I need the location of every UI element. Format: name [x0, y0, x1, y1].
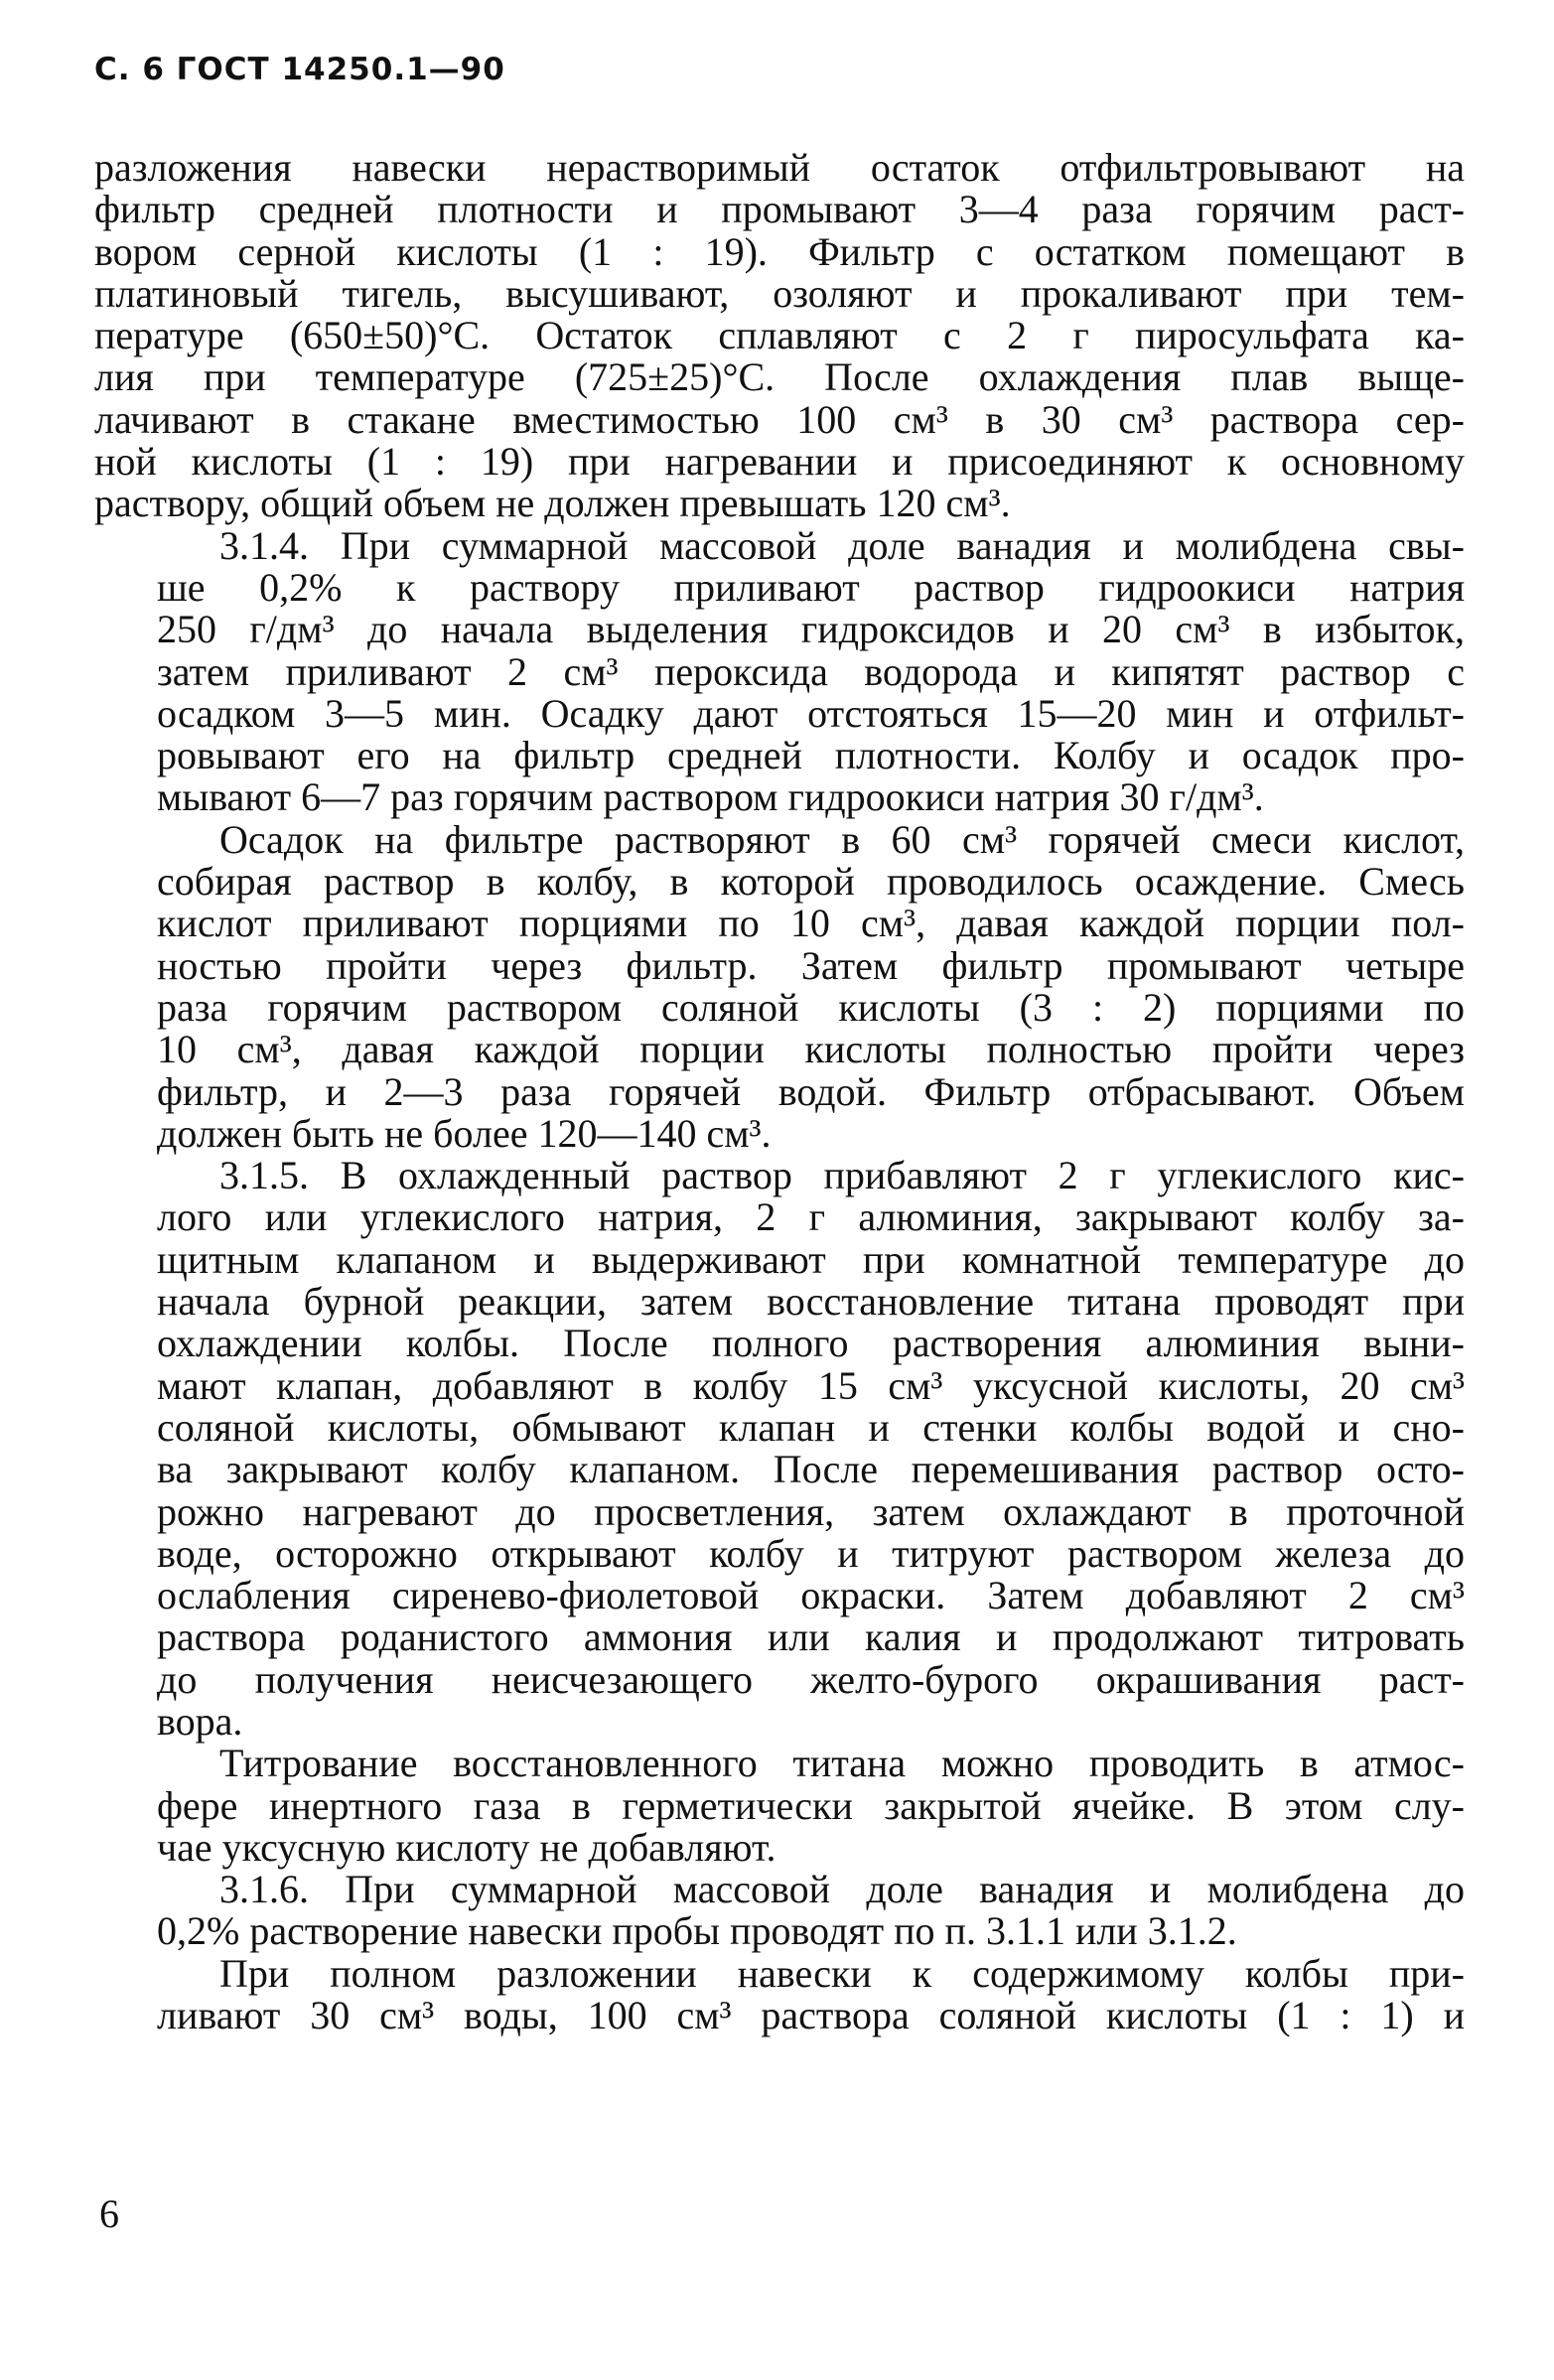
text-line: ностью пройти через фильтр. Затем фильтр промывают четыре — [157, 942, 1465, 988]
text-line: фильтр, и 2—3 раза горячей водой. Фильтр отбрасывают. Объем — [157, 1068, 1465, 1114]
paragraph-p6 — [94, 1869, 1465, 1953]
text-line: осадком 3—5 мин. Осадку дают отстояться 15—20 мин и отфильт- — [157, 690, 1465, 736]
text-line: 3.1.6. При суммарной массовой доле ванадия и молибдена до — [219, 1867, 1465, 1912]
text-line: ной кислоты (1 : 19) при нагревании и присоединяют к основному — [94, 439, 1465, 485]
paragraph-p1 — [94, 147, 1465, 525]
text-line: щитным клапаном и выдерживают при комнатной температуре до — [157, 1236, 1465, 1282]
text-line: собирая раствор в колбу, в которой проводилось осаждение. Смесь — [157, 859, 1465, 905]
text-line: ровывают его на фильтр средней плотности. Колбу и осадок про- — [157, 733, 1465, 778]
text-line: 10 см³, давая каждой порции кислоты полностью пройти через — [157, 1027, 1465, 1072]
text-line: мывают 6—7 раз горячим раствором гидроокиси натрия 30 г/дм³. — [157, 774, 1264, 820]
text-line: чае уксусную кислоту не добавляют. — [157, 1824, 777, 1870]
text-line: ва закрывают колбу клапаном. После перемешивания раствор осто- — [157, 1447, 1465, 1492]
text-line: должен быть не более 120—140 см³. — [157, 1110, 772, 1156]
running-header: С. 6 ГОСТ 14250.1—90 — [94, 52, 505, 87]
text-line: пературе (650±50)°С. Остаток сплавляют с 2 г пиросульфата ка- — [94, 313, 1465, 358]
text-line: мают клапан, добавляют в колбу 15 см³ уксусной кислоты, 20 см³ — [157, 1362, 1465, 1408]
text-line: платиновый тигель, высушивают, озоляют и прокаливают при тем- — [94, 270, 1465, 316]
text-line: 3.1.5. В охлажденный раствор прибавляют 2 г углекислого кис- — [219, 1153, 1465, 1198]
text-line: кислот приливают порциями по 10 см³, давая каждой порции пол- — [157, 901, 1465, 946]
text-line: ше 0,2% к раствору приливают раствор гидроокиси натрия — [157, 564, 1465, 610]
text-line: Осадок на фильтре растворяют в 60 см³ горячей смеси кислот, — [219, 816, 1465, 862]
text-line: до получения неисчезающего желто-бурого окрашивания раст- — [157, 1656, 1465, 1702]
text-line: фере инертного газа в герметически закрытой ячейке. В этом слу- — [157, 1782, 1465, 1828]
text-line: лого или углекислого натрия, 2 г алюминия, закрывают колбу за- — [157, 1194, 1465, 1240]
text-line: 3.1.4. При суммарной массовой доле ванадия и молибдена свы- — [219, 522, 1465, 568]
text-line: вором серной кислоты (1 : 19). Фильтр с остатком помещают в — [94, 228, 1465, 274]
paragraph-p7 — [94, 1950, 1465, 2038]
text-line: вора. — [157, 1698, 243, 1744]
paragraph-p4 — [94, 1155, 1465, 1743]
text-line: ослабления сиренево-фиолетовой окраски. Затем добавляют 2 см³ — [157, 1573, 1465, 1618]
body-text — [94, 147, 1465, 2036]
text-line: фильтр средней плотности и промывают 3—4 раза горячим раст- — [94, 187, 1465, 232]
text-line: рожно нагревают до просветления, затем охлаждают в проточной — [157, 1488, 1465, 1534]
text-line: ливают 30 см³ воды, 100 см³ раствора соляной кислоты (1 : 1) и — [157, 1993, 1465, 2038]
text-line: затем приливают 2 см³ пероксида водорода и кипятят раствор с — [157, 648, 1465, 694]
text-line: лия при температуре (725±25)°С. После охлаждения плав выще- — [94, 354, 1465, 400]
text-line: 0,2% растворение навески пробы проводят по п. 3.1.1 или 3.1.2. — [157, 1908, 1237, 1954]
text-line: Титрование восстановленного титана можно проводить в атмос- — [219, 1741, 1465, 1786]
text-line: разложения навески нерастворимый остаток отфильтровывают на — [94, 145, 1465, 190]
paragraph-p2 — [94, 522, 1465, 820]
text-line: соляной кислоты, обмывают клапан и стенки колбы водой и сно- — [157, 1404, 1465, 1450]
text-line: раствору, общий объем не должен превышать 120 см³. — [94, 481, 1011, 526]
text-line: охлаждении колбы. После полного растворения алюминия выни- — [157, 1321, 1465, 1366]
text-line: раствора роданистого аммония или калия и продолжают титровать — [157, 1614, 1465, 1660]
text-line: воде, осторожно открывают колбу и титруют раствором железа до — [157, 1530, 1465, 1576]
page-number: 6 — [99, 2191, 119, 2236]
text-line: При полном разложении навески к содержимому колбы при- — [219, 1950, 1465, 1996]
paragraph-p3 — [94, 816, 1465, 1156]
text-line: начала бурной реакции, затем восстановление титана проводят при — [157, 1279, 1465, 1325]
text-line: раза горячим раствором соляной кислоты (3 : 2) порциями по — [157, 984, 1465, 1030]
paragraph-p5 — [94, 1743, 1465, 1869]
text-line: 250 г/дм³ до начала выделения гидроксидов и 20 см³ в избыток, — [157, 607, 1465, 652]
text-line: лачивают в стакане вместимостью 100 см³ в 30 см³ раствора сер- — [94, 396, 1465, 442]
